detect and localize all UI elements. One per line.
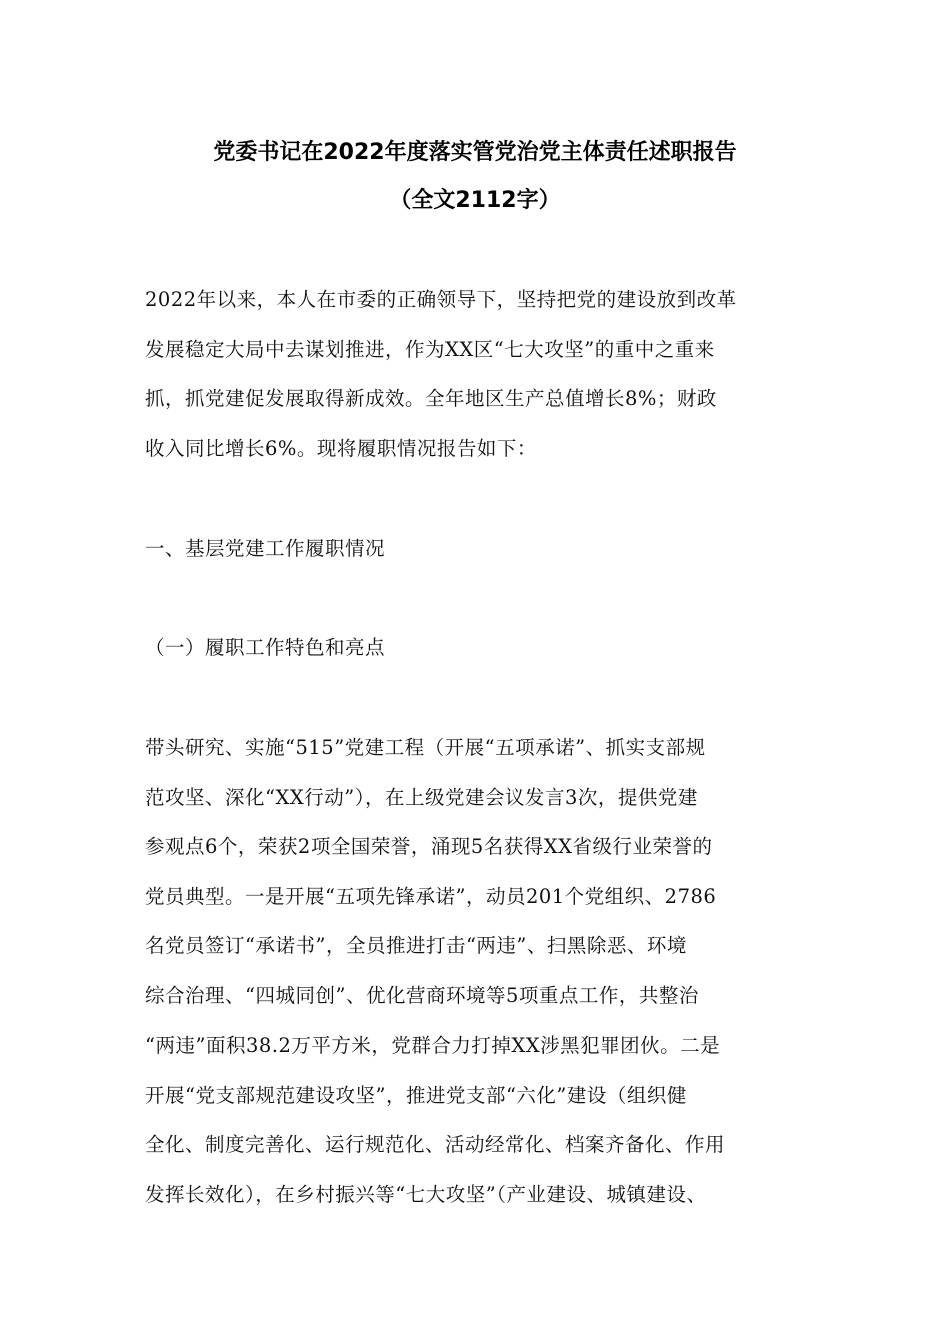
body-line: 党员典型。一是开展“五项先锋承诺”，动员201个党组织、2786 [145, 885, 717, 908]
body-line: 综合治理、“四城同创”、优化营商环境等5项重点工作，共整治 [145, 984, 699, 1007]
body-line: 开展“党支部规范建设攻坚”，推进党支部“六化”建设（组织健 [145, 1084, 687, 1107]
body-line: 参观点6个，荣获2项全国荣誉，涌现5名获得XX省级行业荣誉的 [145, 835, 713, 858]
body-line: 名党员签订“承诺书”，全员推进打击“两违”、扫黑除恶、环境 [145, 934, 687, 957]
intro-line: 发展稳定大局中去谋划推进，作为XX区“七大攻坚”的重中之重来 [145, 338, 715, 361]
section-heading: 一、基层党建工作履职情况 [145, 537, 386, 560]
body-line: “两违”面积38.2万平方米，党群合力打掉XX涉黑犯罪团伙。二是 [145, 1034, 721, 1057]
body-line: 范攻坚、深化“XX行动”），在上级党建会议发言3次，提供党建 [145, 786, 698, 809]
document-subtitle: （全文2112字） [389, 188, 561, 213]
body-line: 发挥长效化），在乡村振兴等“七大攻坚”（产业建设、城镇建设、 [145, 1183, 707, 1206]
intro-line: 抓，抓党建促发展取得新成效。全年地区生产总值增长8%；财政 [145, 387, 717, 410]
body-line: 全化、制度完善化、运行规范化、活动经常化、档案齐备化、作用 [145, 1133, 726, 1156]
intro-line: 2022年以来，本人在市委的正确领导下，坚持把党的建设放到改革 [145, 288, 737, 311]
body-line: 带头研究、实施“515”党建工程（开展“五项承诺”、抓实支部规 [145, 736, 706, 759]
intro-line: 收入同比增长6%。现将履职情况报告如下： [145, 437, 537, 460]
subsection-heading: （一）履职工作特色和亮点 [145, 636, 386, 659]
document-title: 党委书记在2022年度落实管党治党主体责任述职报告 [213, 140, 737, 165]
